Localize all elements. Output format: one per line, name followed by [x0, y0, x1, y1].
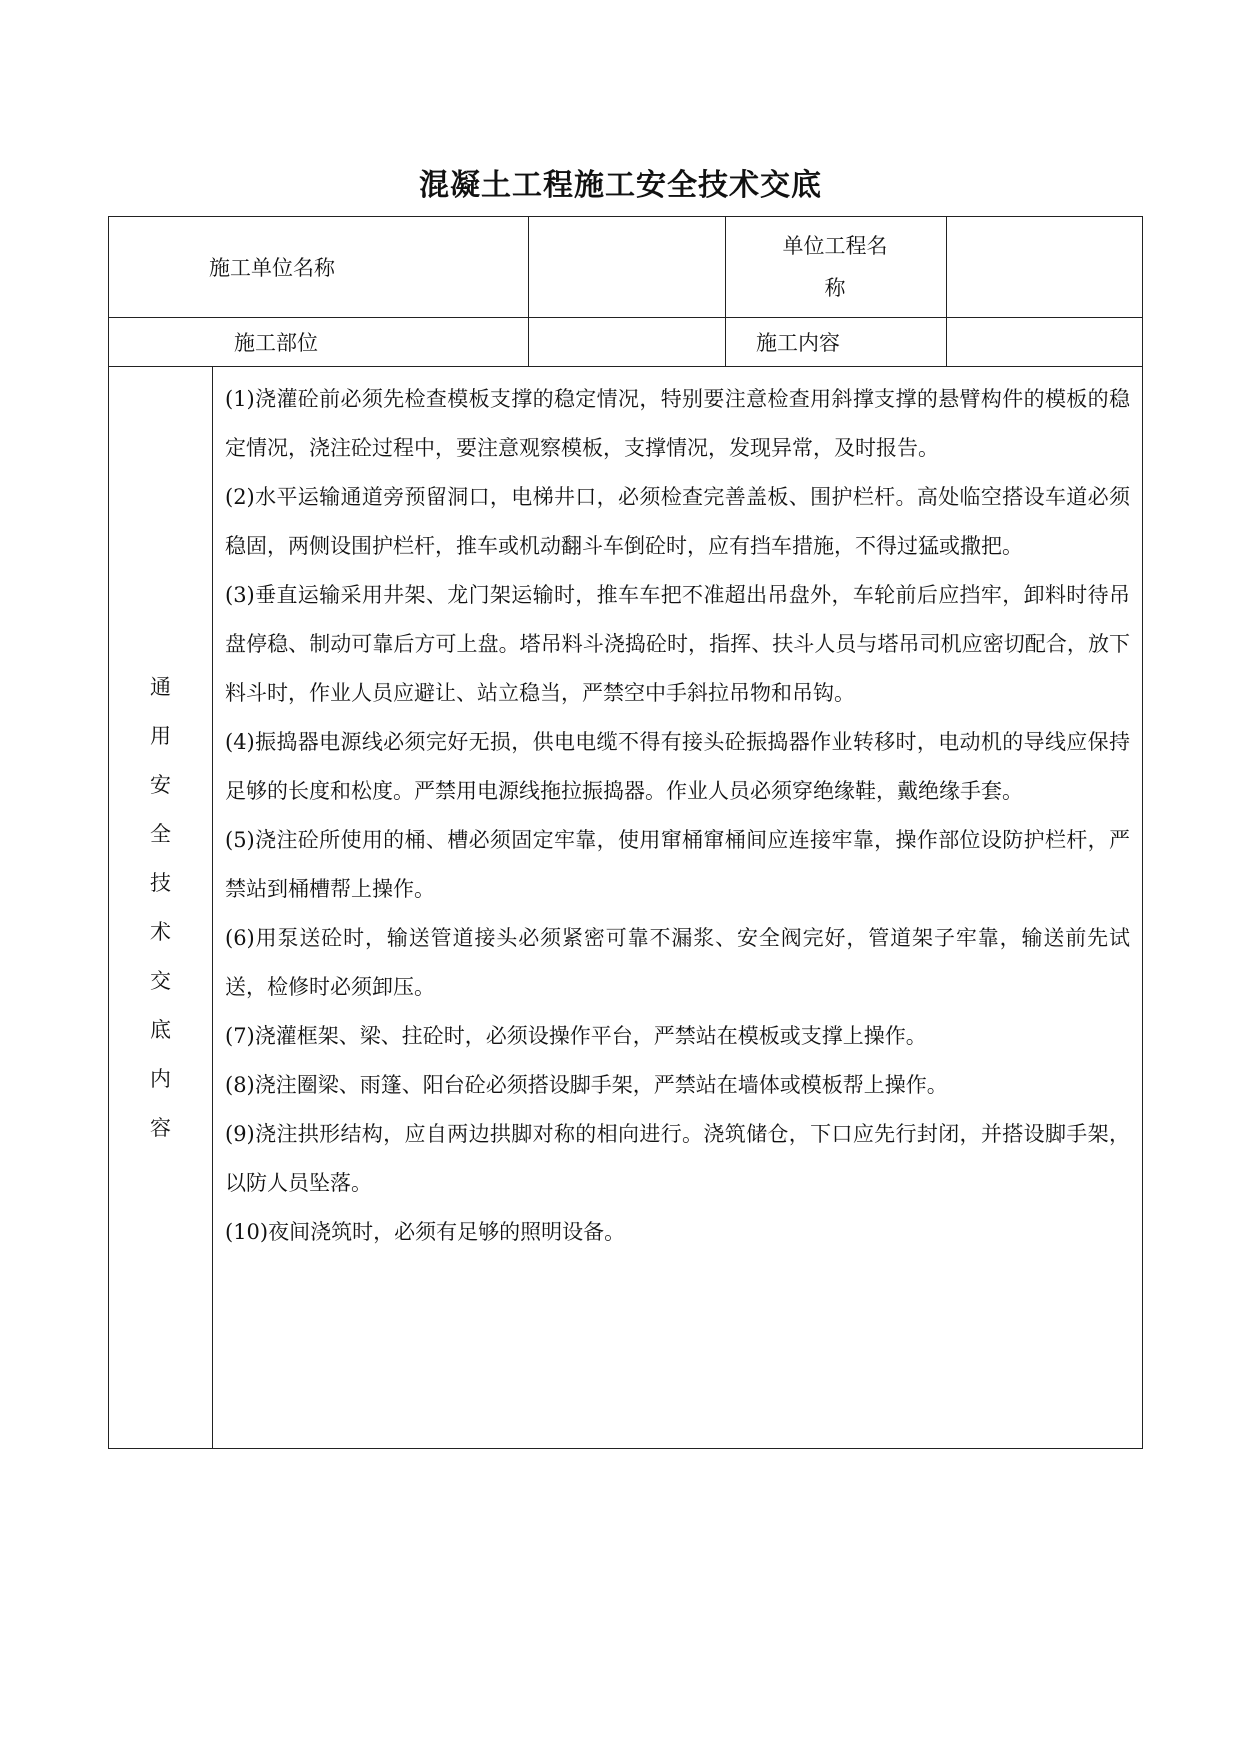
briefing-item: (6)用泵送砼时，输送管道接头必须紧密可靠不漏浆、安全阀完好，管道架子牢靠，输送前先试送，检修时必须卸压。	[225, 926, 1130, 999]
side-label-char: 术	[150, 919, 171, 944]
side-label-char: 交	[150, 968, 171, 993]
body-row	[109, 367, 1143, 1449]
part-label: 施工部位	[109, 318, 529, 367]
side-label-char: 技	[150, 870, 171, 895]
briefing-item: (5)浇注砼所使用的桶、槽必须固定牢靠，使用窜桶窜桶间应连接牢靠，操作部位设防护栏杆，严禁站到桶槽帮上操作。	[225, 828, 1130, 901]
briefing-item: (7)浇灌框架、梁、拄砼时，必须设操作平台，严禁站在模板或支撑上操作。	[225, 1024, 927, 1048]
briefing-item: (8)浇注圈梁、雨篷、阳台砼必须搭设脚手架，严禁站在墙体或模板帮上操作。	[225, 1073, 948, 1097]
side-label-char: 底	[150, 1017, 171, 1042]
part-value	[529, 318, 726, 367]
side-label-char: 通	[150, 674, 171, 699]
briefing-item: (4)振捣器电源线必须完好无损，供电电缆不得有接头砼振捣器作业转移时，电动机的导线应保持足够的长度和松度。严禁用电源线拖拉振捣器。作业人员必须穿绝缘鞋，戴绝缘手套。	[225, 730, 1130, 803]
side-label	[109, 663, 212, 1153]
content-value	[947, 318, 1143, 367]
briefing-item: (9)浇注拱形结构，应自两边拱脚对称的相向进行。浇筑储仓，下口应先行封闭，并搭设脚手架，以防人员坠落。	[225, 1122, 1130, 1195]
project-name-value	[947, 217, 1143, 318]
side-label-char: 安	[150, 772, 171, 797]
unit-name-label: 施工单位名称	[109, 217, 529, 318]
side-label-cell	[109, 367, 213, 1449]
side-label-char: 容	[150, 1115, 171, 1140]
document-title: 混凝土工程施工安全技术交底	[419, 168, 822, 203]
item-list	[225, 375, 1130, 1257]
side-label-char: 全	[150, 821, 171, 846]
project-name-label-text: 单位工程名 称	[782, 234, 888, 300]
briefing-form-table	[108, 216, 1143, 1449]
side-label-char: 内	[150, 1066, 171, 1091]
briefing-item: (3)垂直运输采用井架、龙门架运输时，推车车把不准超出吊盘外，车轮前后应挡牢，卸料时待吊盘停稳、制动可靠后方可上盘。塔吊料斗浇捣砼时，指挥、扶斗人员与塔吊司机应密切配合，放下料斗时，作业人员应避让、站立稳当，严禁空中手斜拉吊物和吊钩。	[225, 583, 1130, 705]
project-name-label	[726, 217, 947, 318]
header-row-part	[109, 318, 1143, 367]
briefing-item: (10)夜间浇筑时，必须有足够的照明设备。	[225, 1220, 626, 1244]
briefing-item: (1)浇灌砼前必须先检查模板支撑的稳定情况，特别要注意检查用斜撑支撑的悬臂构件的模板的稳定情况，浇注砼过程中，要注意观察模板，支撑情况，发现异常，及时报告。	[225, 387, 1130, 460]
side-label-char: 用	[150, 723, 171, 748]
content-cell	[213, 367, 1143, 1449]
unit-name-value	[529, 217, 726, 318]
briefing-item: (2)水平运输通道旁预留洞口，电梯井口，必须检查完善盖板、围护栏杆。高处临空搭设车道必须稳固，两侧设围护栏杆，推车或机动翻斗车倒砼时，应有挡车措施，不得过猛或撒把。	[225, 485, 1130, 558]
header-row-unit	[109, 217, 1143, 318]
content-label: 施工内容	[726, 318, 947, 367]
